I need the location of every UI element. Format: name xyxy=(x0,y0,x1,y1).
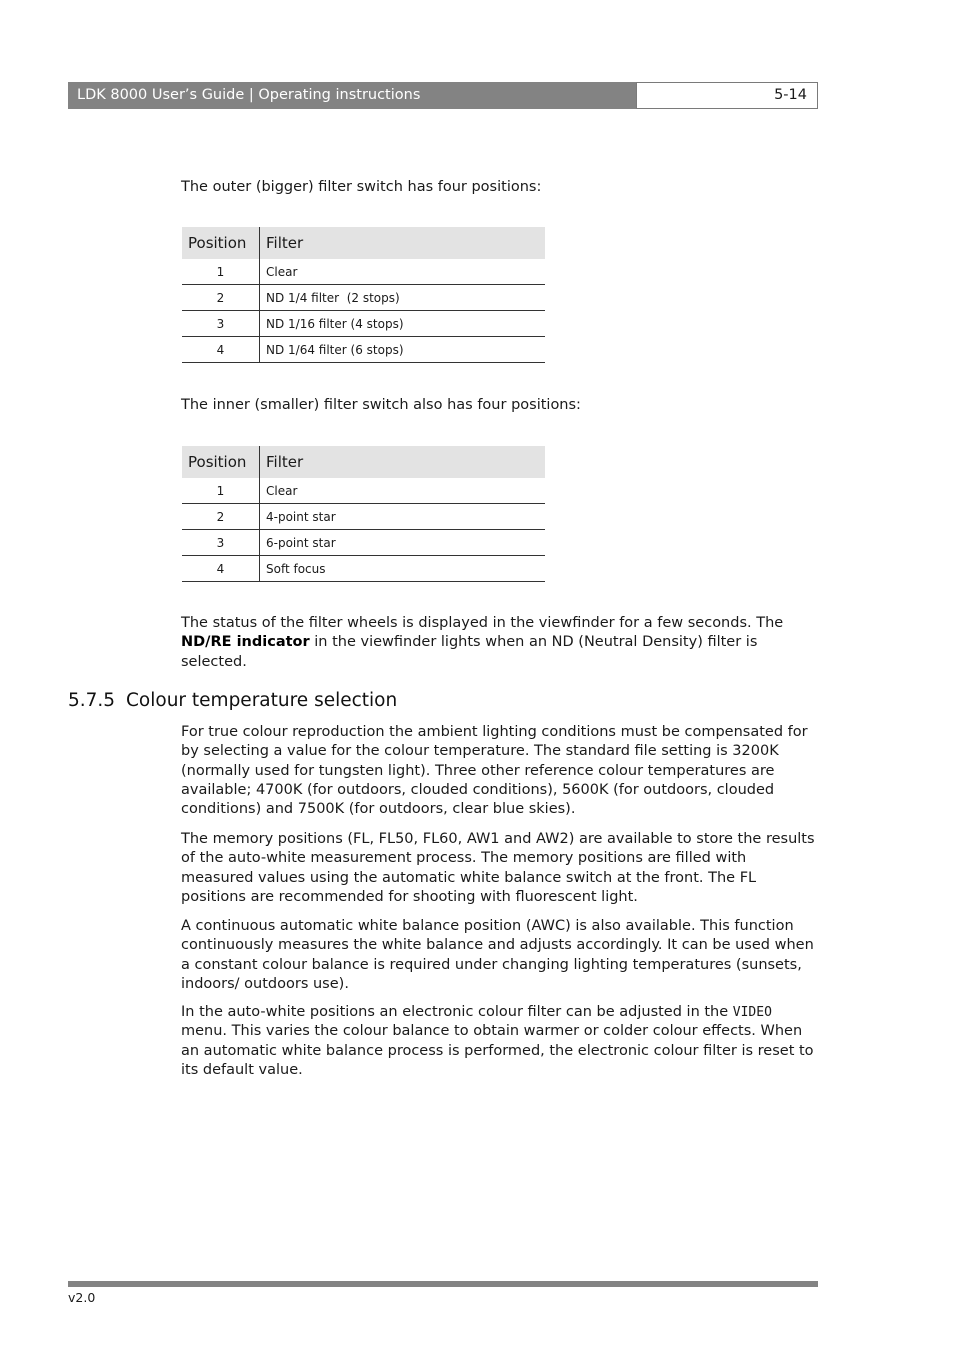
table-row xyxy=(182,530,545,556)
table-row xyxy=(182,285,545,311)
video-menu-name: VIDEO xyxy=(732,1005,772,1020)
running-header-title: LDK 8000 User’s Guide | Operating instructions xyxy=(68,82,636,109)
cell-position: 3 xyxy=(182,311,260,337)
table-header-row xyxy=(182,446,545,478)
memory-positions-paragraph: The memory positions (FL, FL50, FL60, AW1 and AW2) are available to store the results of the auto-white measurement process. The memory positions are filled with measured values using the automatic white balance switch at the front. The FL positions are recommended for shooting with fluorescent light. xyxy=(181,831,815,905)
p4-text-before: In the auto-white positions an electronic colour filter can be adjusted in the xyxy=(181,1004,733,1020)
table-row xyxy=(182,478,545,504)
cell-filter: ND 1/4 filter (2 stops) xyxy=(260,285,546,311)
cell-position: 2 xyxy=(182,285,260,311)
table-row xyxy=(182,504,545,530)
cell-filter: 4-point star xyxy=(260,504,546,530)
table-row xyxy=(182,337,545,363)
table-row xyxy=(182,311,545,337)
column-header-position: Position xyxy=(182,227,260,259)
inner-filter-intro: The inner (smaller) filter switch also has four positions: xyxy=(181,397,581,413)
cell-filter: Soft focus xyxy=(260,556,546,582)
footer-rule xyxy=(68,1281,818,1287)
nd-re-indicator-term: ND/RE indicator xyxy=(181,634,310,651)
section-title: Colour temperature selection xyxy=(126,690,398,711)
filter-status-paragraph xyxy=(181,614,821,672)
electronic-filter-paragraph xyxy=(181,1003,821,1080)
cell-position: 3 xyxy=(182,530,260,556)
outer-filter-table xyxy=(182,227,545,363)
column-header-position: Position xyxy=(182,446,260,478)
colour-temperature-paragraph: For true colour reproduction the ambient lighting conditions must be compensated for by selecting a value for the colour temperature. The standard file setting is 3200K (normally used for tungsten light). Three other reference colour temperatures are available; 4700K (for outdoors, clouded conditions), 5600K (for outdoors, clouded conditions) and 7500K (for outdoors, clear blue skies). xyxy=(181,724,808,818)
column-header-filter: Filter xyxy=(260,227,546,259)
cell-position: 4 xyxy=(182,556,260,582)
table-row xyxy=(182,259,545,285)
awc-paragraph: A continuous automatic white balance position (AWC) is also available. This function continuously measures the white balance and adjusts accordingly. It can be used when a constant colour balance is required under changing lighting temperatures (sunsets, indoors/ outdoors use). xyxy=(181,918,814,992)
status-text-after: in the viewfinder lights when an ND (Neutral Density) filter is selected. xyxy=(181,634,758,670)
cell-position: 2 xyxy=(182,504,260,530)
cell-position: 4 xyxy=(182,337,260,363)
cell-position: 1 xyxy=(182,259,260,285)
inner-filter-table xyxy=(182,446,545,582)
table-row xyxy=(182,556,545,582)
section-number: 5.7.5 xyxy=(68,690,116,711)
cell-filter: 6-point star xyxy=(260,530,546,556)
footer-version: v2.0 xyxy=(68,1290,96,1305)
status-text-before: The status of the filter wheels is displayed in the viewfinder for a few seconds. The xyxy=(181,615,784,631)
cell-filter: ND 1/16 filter (4 stops) xyxy=(260,311,546,337)
cell-filter: Clear xyxy=(260,259,546,285)
cell-filter: Clear xyxy=(260,478,546,504)
page-number: 5-14 xyxy=(636,82,818,109)
cell-position: 1 xyxy=(182,478,260,504)
cell-filter: ND 1/64 filter (6 stops) xyxy=(260,337,546,363)
column-header-filter: Filter xyxy=(260,446,546,478)
table-header-row xyxy=(182,227,545,259)
outer-filter-intro: The outer (bigger) filter switch has four positions: xyxy=(181,179,542,195)
p4-text-after: menu. This varies the colour balance to obtain warmer or colder colour effects. When an automatic white balance process is performed, the electronic colour filter is reset to its default value. xyxy=(181,1023,814,1078)
section-heading xyxy=(68,690,397,711)
